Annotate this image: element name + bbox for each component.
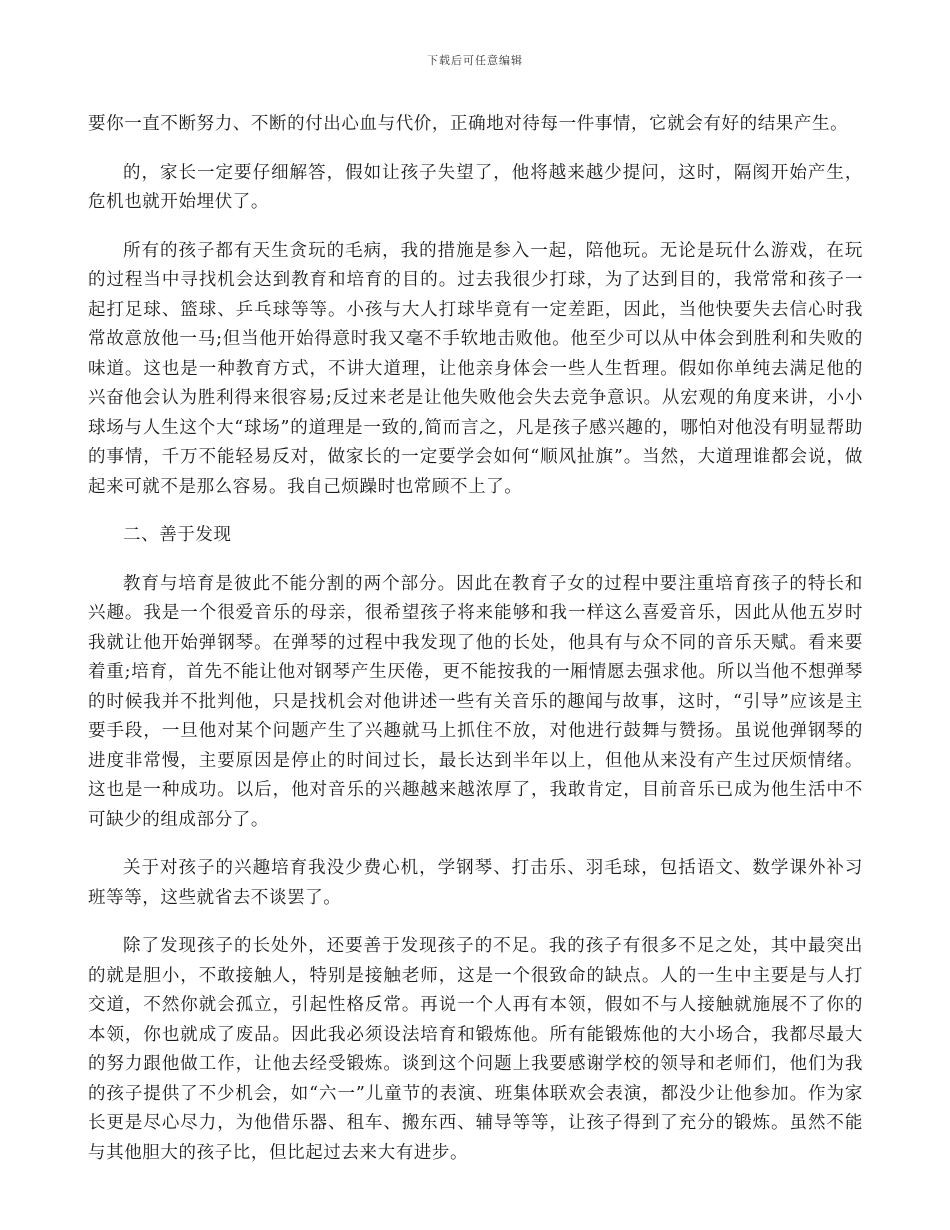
- section-heading: 二、善于发现: [123, 525, 232, 545]
- paragraph-music-interest: 教育与培育是彼此不能分割的两个部分。因此在教育子女的过程中要注重培育孩子的特长和兴趣。我是一个很爱音乐的母亲，很希望孩子将来能够和我一样这么喜爱音乐，因此从他五岁时我就让他开始弹钢琴。在弹琴的过程中我发现了他的长处，他具有与众不同的音乐天赋。看来要着重;培育，首先不能让他对钢琴产生厌倦，更不能按我的一厢情愿去强求他。所以当他不想弹琴的时候我并不批判他，只是找机会对他讲述一些有关音乐的趣闻与故事，这时，“引导”应该是主要手段，一旦他对某个问题产生了兴趣就马上抓住不放，对他进行鼓舞与赞扬。虽说他弹钢琴的进度非常慢，主要原因是停止的时间过长，最长达到半年以上，但他从来没有产生过厌烦情绪。这也是一种成功。以后，他对音乐的兴趣越来越浓厚了，我敢肯定，目前音乐已成为他生活中不可缺少的组成部分了。: [88, 573, 863, 830]
- paragraph-shortcomings: 除了发现孩子的长处外，还要善于发现孩子的不足。我的孩子有很多不足之处，其中最突出的就是胆小，不敢接触人，特别是接触老师，这是一个很致命的缺点。人的一生中主要是与人打交道，不然你就会孤立，引起性格反常。再说一个人再有本领，假如不与人接触就施展不了你的本领，你也就成了废品。因此我必须设法培育和锻炼他。所有能锻炼他的大小场合，我都尽最大的努力跟他做工作，让他去经受锻炼。谈到这个问题上我要感谢学校的领导和老师们，他们为我的孩子提供了不少机会，如“六一”儿童节的表演、班集体联欢会表演，都没少让他参加。作为家长更是尽心尽力，为他借乐器、租车、搬东西、辅导等等，让孩子得到了充分的锻炼。虽然不能与其他胆大的孩子比，但比起过去来大有进步。: [88, 936, 863, 1163]
- document-body: [88, 110, 863, 1187]
- paragraph-interest-training: 关于对孩子的兴趣培育我没少费心机，学钢琴、打击乐、羽毛球，包括语文、数学课外补习班等等，这些就省去不谈罢了。: [88, 858, 863, 908]
- paragraph-play-together: 所有的孩子都有天生贪玩的毛病，我的措施是参入一起，陪他玩。无论是玩什么游戏，在玩的过程当中寻找机会达到教育和培育的目的。过去我很少打球，为了达到目的，我常常和孩子一起打足球、篮球、乒乓球等等。小孩与大人打球毕竟有一定差距，因此，当他快要失去信心时我常故意放他一马;但当他开始得意时我又毫不手软地击败他。他至少可以从中体会到胜利和失败的味道。这也是一种教育方式，不讲大道理，让他亲身体会一些人生哲理。假如你单纯去满足他的兴奋他会认为胜利得来很容易;反过来老是让他失败他会失去竞争意识。从宏观的角度来讲，小小球场与人生这个大“球场”的道理是一致的,简而言之，凡是孩子感兴趣的，哪怕对他没有明显帮助的事情，千万不能轻易反对，做家长的一定要学会如何“顺风扯旗”。当然，大道理谁都会说，做起来可就不是那么容易。我自己烦躁时也常顾不上了。: [88, 240, 863, 497]
- paragraph-continuation: 要你一直不断努力、不断的付出心血与代价，正确地对待每一件事情，它就会有好的结果产生。: [88, 114, 849, 134]
- page-header: 下载后可任意编辑: [427, 54, 523, 67]
- paragraph-fragment: 的，家长一定要仔细解答，假如让孩子失望了，他将越来越少提问，这时，隔阂开始产生，危机也就开始埋伏了。: [88, 162, 863, 212]
